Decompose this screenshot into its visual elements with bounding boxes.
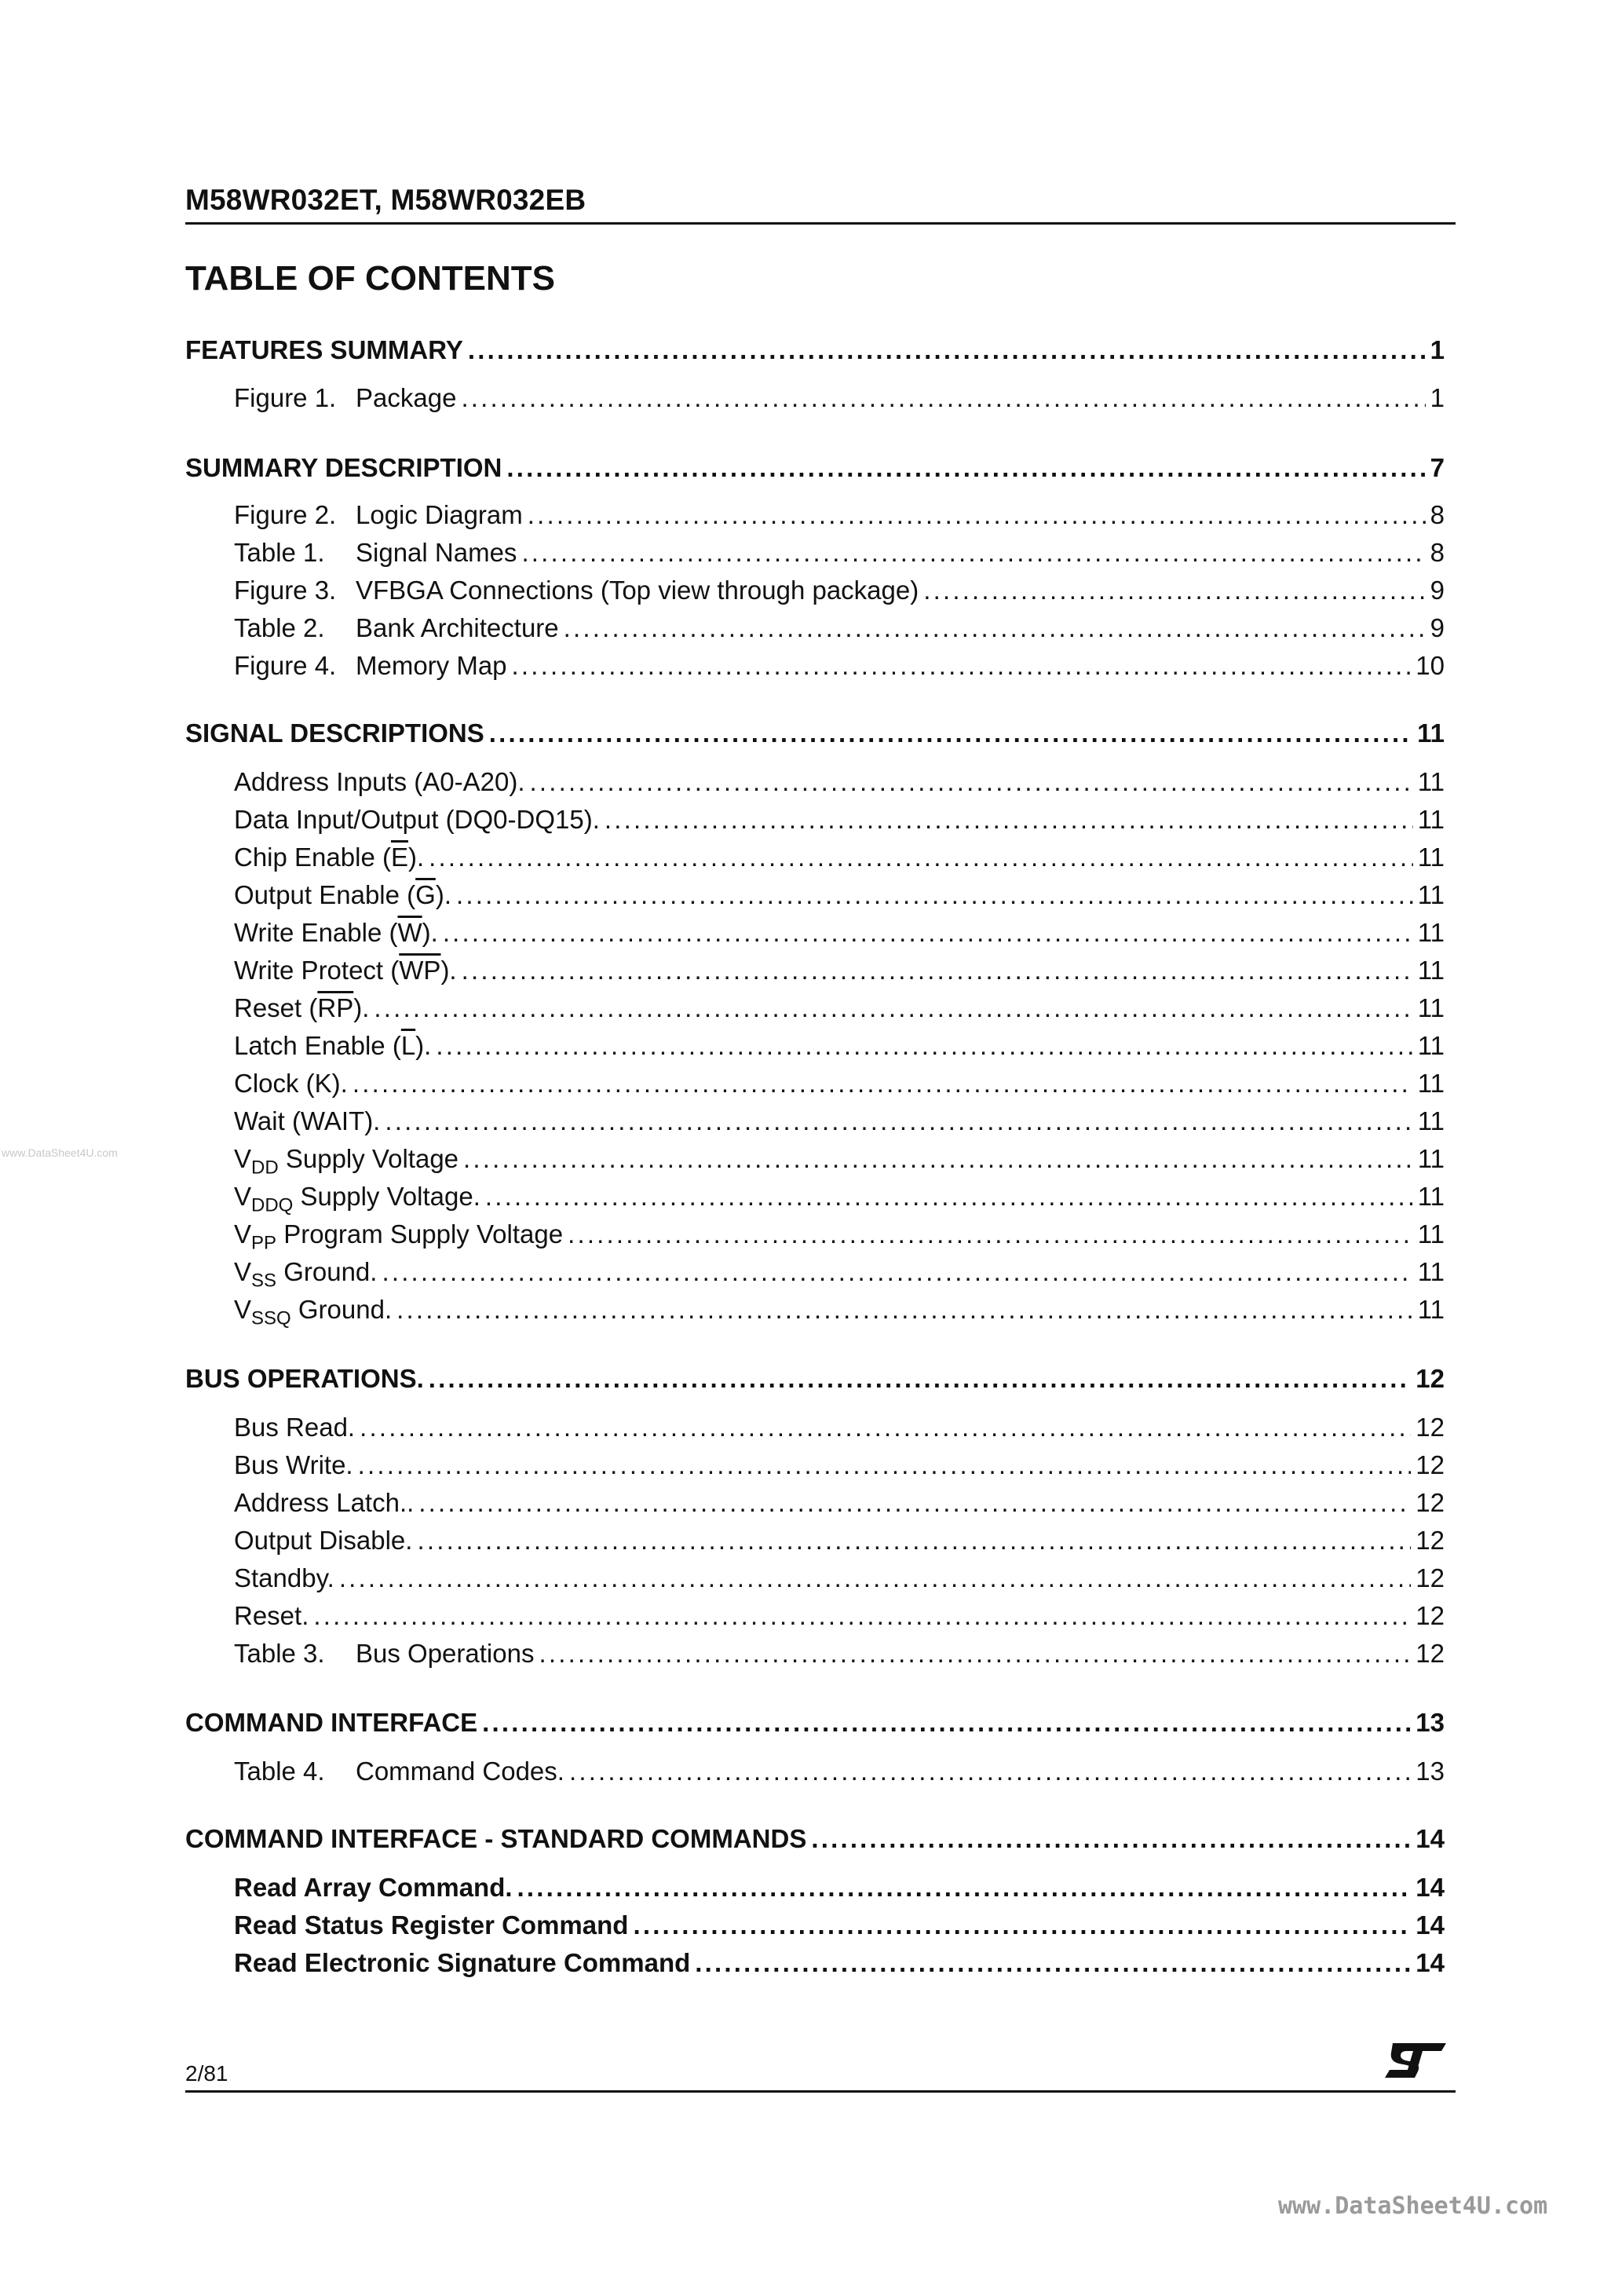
toc-leader <box>360 1409 1411 1446</box>
bottom-watermark: www.DataSheet4U.com <box>1278 2192 1548 2220</box>
toc-leader <box>358 1446 1412 1484</box>
toc-subsection-entry[interactable] <box>234 876 1445 914</box>
toc-leader <box>456 876 1413 914</box>
toc-entry-label: $V_{PP}$ Program Supply Voltage <box>234 1219 564 1254</box>
toc-subsection-entry[interactable] <box>234 1027 1445 1065</box>
toc-entry-prefix: Figure 3. <box>234 576 337 605</box>
document-header-title: M58WR032ET, M58WR032EB <box>185 184 586 216</box>
toc-entry-label: FEATURES SUMMARY <box>185 335 463 364</box>
toc-entry-prefix: Table 4. <box>234 1757 325 1786</box>
toc-leader <box>313 1597 1411 1635</box>
toc-section-entry[interactable] <box>185 1820 1445 1858</box>
toc-page-number: 1 <box>1430 335 1445 364</box>
toc-page-number: 11 <box>1417 1106 1445 1135</box>
toc-entry-label: $V_{SS}$ Ground. <box>234 1257 378 1292</box>
toc-entry-label: Read Array Command. <box>234 1873 513 1902</box>
toc-page-number: 11 <box>1417 767 1445 796</box>
toc-entry-label: $V_{SSQ}$ Ground. <box>234 1295 393 1329</box>
toc-leader <box>512 647 1412 685</box>
toc-leader <box>463 1140 1413 1178</box>
toc-leader <box>506 449 1425 487</box>
toc-entry-prefix: Table 1. <box>234 538 325 567</box>
toc-subsection-entry[interactable] <box>234 952 1445 989</box>
active-low-signal: $\overline{E}$ <box>390 843 408 872</box>
toc-page-number: 11 <box>1417 1257 1445 1286</box>
toc-page-number: 11 <box>1417 918 1445 947</box>
toc-section-entry[interactable] <box>185 331 1445 369</box>
toc-page-number: 8 <box>1430 500 1445 529</box>
toc-entry-label: VFBGA Connections (Top view through package) <box>356 576 919 605</box>
toc-subsection-entry[interactable] <box>234 1446 1445 1484</box>
toc-entry-label: Signal Names <box>356 538 517 567</box>
toc-entry-label: Reset. <box>234 1601 309 1630</box>
toc-page-number: 11 <box>1417 1069 1445 1098</box>
toc-leader <box>489 715 1412 752</box>
toc-leader <box>482 1704 1411 1742</box>
toc-subsection-entry[interactable] <box>234 1178 1445 1216</box>
toc-entry-label: Clock (K). <box>234 1069 348 1098</box>
toc-leader <box>417 1522 1411 1559</box>
toc-leader <box>521 534 1425 572</box>
toc-entry-label: COMMAND INTERFACE <box>185 1708 478 1737</box>
toc-page-number: 12 <box>1416 1639 1445 1668</box>
toc-leader <box>528 496 1426 534</box>
toc-subsection-entry[interactable] <box>234 914 1445 952</box>
toc-page-number: 9 <box>1430 613 1445 642</box>
toc-subsection-entry[interactable] <box>234 1597 1445 1635</box>
toc-subsection-entry[interactable] <box>234 1484 1445 1522</box>
toc-page-number: 11 <box>1417 880 1445 909</box>
toc-entry-label: Data Input/Output (DQ0-DQ15). <box>234 805 600 834</box>
toc-entry-label: Logic Diagram <box>356 500 523 529</box>
toc-page-number: 12 <box>1416 1450 1445 1479</box>
toc-table-entry[interactable] <box>234 1753 1445 1790</box>
toc-page-number: 11 <box>1417 718 1445 748</box>
toc-entry-prefix: Table 2. <box>234 613 325 642</box>
toc-page-number: 11 <box>1417 1031 1445 1060</box>
toc-section-entry[interactable] <box>185 1360 1445 1398</box>
toc-page-number: 12 <box>1416 1364 1445 1393</box>
toc-leader <box>923 572 1425 609</box>
toc-entry-label: Wait (WAIT). <box>234 1106 381 1135</box>
toc-page-number: 7 <box>1430 453 1445 482</box>
toc-page-number: 13 <box>1416 1708 1445 1737</box>
header-rule <box>185 222 1456 225</box>
toc-entry-label: Bank Architecture <box>356 613 559 642</box>
toc-entry-prefix: Figure 4. <box>234 651 337 680</box>
toc-subsection-entry[interactable] <box>234 1216 1445 1253</box>
toc-page-number: 11 <box>1417 1182 1445 1211</box>
toc-leader <box>605 801 1413 839</box>
toc-leader <box>461 379 1425 417</box>
toc-page-number: 13 <box>1416 1757 1445 1786</box>
toc-leader <box>633 1907 1411 1944</box>
toc-entry-label: Write Protect $(\overline{WP})$. <box>234 956 457 985</box>
toc-subsection-entry[interactable] <box>234 1409 1445 1446</box>
toc-subsection-entry[interactable] <box>234 1253 1445 1291</box>
toc-leader <box>418 1484 1411 1522</box>
toc-entry-label: Latch Enable $(\overline{L})$. <box>234 1031 432 1060</box>
toc-leader <box>811 1820 1411 1858</box>
footer-page-number: 2/81 <box>185 2061 228 2086</box>
toc-entry-label: Read Electronic Signature Command <box>234 1948 691 1977</box>
toc-leader <box>353 1065 1413 1102</box>
toc-page-number: 11 <box>1417 956 1445 985</box>
toc-page-number: 11 <box>1417 1295 1445 1324</box>
toc-leader <box>382 1253 1412 1291</box>
toc-entry-label: Bus Write. <box>234 1450 353 1479</box>
toc-page-number: 14 <box>1416 1873 1445 1902</box>
toc-table-entry[interactable] <box>234 534 1445 572</box>
toc-leader <box>569 1753 1411 1790</box>
toc-page-number: 11 <box>1417 1144 1445 1173</box>
toc-section-entry[interactable] <box>185 1704 1445 1742</box>
st-logo-icon <box>1383 2038 1448 2082</box>
toc-entry-label: Write Enable $(\overline{W})$. <box>234 918 438 947</box>
toc-leader <box>539 1635 1411 1673</box>
toc-page-number: 14 <box>1416 1824 1445 1853</box>
toc-page-number: 11 <box>1417 843 1445 872</box>
toc-figure-entry[interactable] <box>234 379 1445 417</box>
toc-title: TABLE OF CONTENTS <box>185 259 555 298</box>
toc-entry-label: Read Status Register Command <box>234 1910 629 1940</box>
toc-page-number: 12 <box>1416 1526 1445 1555</box>
toc-subsection-entry[interactable] <box>234 1907 1445 1944</box>
toc-table-entry[interactable] <box>234 1635 1445 1673</box>
toc-page-number: 14 <box>1416 1910 1445 1940</box>
toc-subsection-entry[interactable] <box>234 839 1445 876</box>
toc-entry-label: Memory Map <box>356 651 507 680</box>
active-low-signal: $\overline{W}$ <box>397 918 422 947</box>
toc-entry-label: Bus Operations <box>356 1639 535 1668</box>
toc-subsection-entry[interactable] <box>234 1869 1445 1907</box>
toc-leader <box>485 1178 1413 1216</box>
toc-entry-prefix: Figure 1. <box>234 383 337 412</box>
toc-leader <box>339 1559 1411 1597</box>
toc-page-number: 10 <box>1416 651 1445 680</box>
toc-subsection-entry[interactable] <box>234 989 1445 1027</box>
toc-leader <box>429 1360 1412 1398</box>
toc-page-number: 11 <box>1417 1219 1445 1249</box>
toc-figure-entry[interactable] <box>234 496 1445 534</box>
toc-entry-label: Command Codes. <box>356 1757 564 1786</box>
active-low-signal: $\overline{WP}$ <box>399 956 441 985</box>
toc-entry-label: Output Enable $(\overline{G})$. <box>234 880 451 909</box>
toc-leader <box>385 1102 1412 1140</box>
toc-page-number: 11 <box>1417 993 1445 1022</box>
toc-subsection-entry[interactable] <box>234 1559 1445 1597</box>
footer-rule <box>185 2090 1456 2093</box>
toc-subsection-entry[interactable] <box>234 1522 1445 1559</box>
toc-subsection-entry[interactable] <box>234 1065 1445 1102</box>
toc-page-number: 11 <box>1417 805 1445 834</box>
toc-table-entry[interactable] <box>234 609 1445 647</box>
toc-entry-prefix: Table 3. <box>234 1639 325 1668</box>
left-watermark: www.DataSheet4U.com <box>2 1146 118 1159</box>
toc-subsection-entry[interactable] <box>234 1102 1445 1140</box>
toc-figure-entry[interactable] <box>234 572 1445 609</box>
active-low-signal: $\overline{L}$ <box>400 1031 416 1060</box>
toc-entry-label: Standby. <box>234 1563 334 1592</box>
toc-leader <box>436 1027 1412 1065</box>
toc-page-number: 12 <box>1416 1413 1445 1442</box>
toc-entry-label: Address Inputs (A0-A20). <box>234 767 525 796</box>
toc-leader <box>530 763 1413 801</box>
toc-leader <box>517 1869 1412 1907</box>
toc-subsection-entry[interactable] <box>234 763 1445 801</box>
toc-leader <box>429 839 1413 876</box>
toc-entry-label: COMMAND INTERFACE - STANDARD COMMANDS <box>185 1824 807 1853</box>
toc-entry-label: $V_{DD}$ Supply Voltage <box>234 1144 459 1179</box>
toc-entry-label: $V_{DDQ}$ Supply Voltage. <box>234 1182 480 1216</box>
toc-subsection-entry[interactable] <box>234 1140 1445 1178</box>
toc-entry-label: Bus Read. <box>234 1413 356 1442</box>
toc-page-number: 8 <box>1430 538 1445 567</box>
toc-entry-label: Reset $(\overline{RP})$. <box>234 993 370 1022</box>
toc-entry-label: Chip Enable $(\overline{E})$. <box>234 843 425 872</box>
toc-leader <box>443 914 1413 952</box>
toc-leader <box>462 952 1413 989</box>
toc-entry-label: BUS OPERATIONS. <box>185 1364 424 1393</box>
toc-subsection-entry[interactable] <box>234 801 1445 839</box>
toc-leader <box>374 989 1412 1027</box>
toc-page-number: 12 <box>1416 1563 1445 1592</box>
toc-entry-label: Package <box>356 383 457 412</box>
toc-entry-prefix: Figure 2. <box>234 500 337 529</box>
toc-entry-label: SUMMARY DESCRIPTION <box>185 453 502 482</box>
toc-subsection-entry[interactable] <box>234 1944 1445 1982</box>
toc-section-entry[interactable] <box>185 449 1445 487</box>
toc-page-number: 12 <box>1416 1601 1445 1630</box>
toc-section-entry[interactable] <box>185 715 1445 752</box>
active-low-signal: $\overline{RP}$ <box>317 993 354 1022</box>
toc-leader <box>568 1216 1413 1253</box>
toc-entry-label: Address Latch.. <box>234 1488 415 1517</box>
toc-leader <box>468 331 1426 369</box>
toc-entry-label: Output Disable. <box>234 1526 413 1555</box>
toc-leader <box>695 1944 1411 1982</box>
toc-page-number: 14 <box>1416 1948 1445 1977</box>
active-low-signal: $\overline{G}$ <box>415 880 436 909</box>
toc-leader <box>564 609 1426 647</box>
toc-page-number: 12 <box>1416 1488 1445 1517</box>
toc-figure-entry[interactable] <box>234 647 1445 685</box>
toc-page-number: 1 <box>1430 383 1445 412</box>
toc-subsection-entry[interactable] <box>234 1291 1445 1329</box>
toc-entry-label: SIGNAL DESCRIPTIONS <box>185 718 484 748</box>
toc-leader <box>396 1291 1413 1329</box>
toc-page-number: 9 <box>1430 576 1445 605</box>
